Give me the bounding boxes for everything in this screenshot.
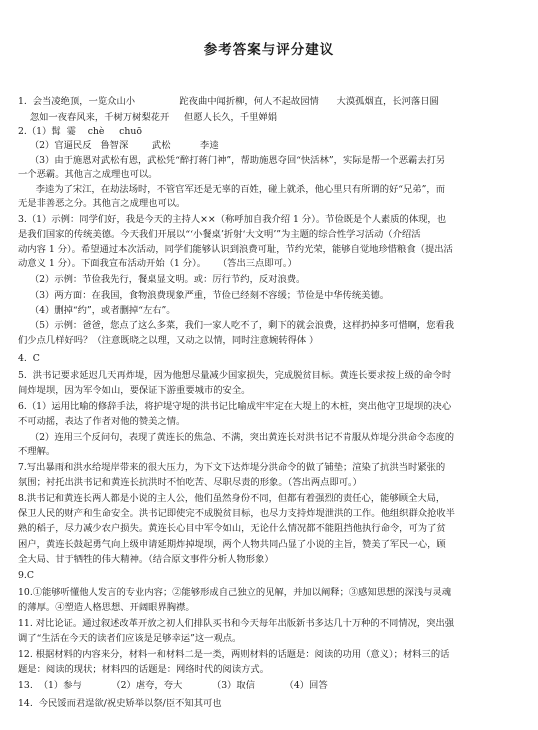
answer-line: 5. 洪书记要求延迟几天再炸堤，因为他想尽量减少国家损失，完成脱贫目标。黄连长要求按上级的命令时 xyxy=(18,370,452,381)
page-title: 参考答案与评分建议 xyxy=(203,42,335,58)
answer-line: （4）删掉“约”，或者删掉“左右”。 xyxy=(18,305,176,316)
answer-line: 调了“生活在今天的读者们应该是足够幸运”这一观点。 xyxy=(18,633,242,644)
answer-line: 间炸堤坝，因为军令如山，要保证下游重要城市的安全。 xyxy=(18,385,251,396)
answer-line: （3）由于施恩对武松有恩，武松凭“醉打蒋门神”，帮助施恩夺回“快活林”，实际是帮一个恶霸去打另 xyxy=(18,155,446,166)
answer-line: 13. （1）参与 （2）虐夸，夸大 （3）取信 （4）回答 xyxy=(18,680,328,691)
answer-line: 8.洪书记和黄连长两人都是小说的主人公，他们虽然身份不同，但都有着强烈的责任心，能够顾全大局， xyxy=(18,493,446,504)
answer-line: （3）两方面：在我国，食物浪费现象严重，节俭已经刻不容缓；节俭是中华传统美德。 xyxy=(18,290,390,301)
answer-line: 不可动摇，表达了作者对他的赞美之情。 xyxy=(18,416,186,427)
answer-line: 动内容 1 分）。希望通过本次活动，同学们能够认识到浪费可耻，节约光荣，能够自觉地珍惜粮食（提出活 xyxy=(18,244,453,255)
answer-line: 是我们国家的传统美德。今天我们开展以“‘小餐桌’折射‘大文明’”为主题的综合性学习活动（介绍活 xyxy=(18,229,421,240)
answer-line: 熟的稻子，尽力减少农户损失。黄连长心目中军令如山，无论什么情况都不能阻挡他执行命令，可为了贫 xyxy=(18,523,446,534)
answer-line: （2）连用三个反问句，表现了黄连长的焦急、不满，突出黄连长对洪书记不肯服从炸堤分洪命令态度的 xyxy=(18,432,455,443)
answer-line: （5）示例：爸爸，您点了这么多菜，我们一家人吃不了，剩下的就会浪费，这样扔掉多可惜啊，您看我 xyxy=(18,320,455,331)
answer-line: 11. 对比论证。通过叙述改革开放之初人们排队买书和今天每年出版新书多达几十万种的不同情况，突出强 xyxy=(18,618,455,629)
answer-line: 李逵为了宋江，在劫法场时，不管官军还是无辜的百姓，碰上就杀，他心里只有所谓的好“兄弟”，而 xyxy=(18,184,446,195)
answer-line: 9.C xyxy=(18,570,34,581)
answer-line: 们少点几样好吗？（注意既晓之以理，又动之以情，同时注意婉转得体 ） xyxy=(18,335,319,346)
answer-line: 困户，黄连长鼓起勇气向上级申请延期炸掉堤坝，两个人物共同凸显了小说的主旨，赞美了军民一心，顾 xyxy=(18,539,446,550)
answer-line: 全大局、甘于牺牲的伟大精神。（结合原文事件分析人物形象） xyxy=(18,554,274,565)
answer-line: 12. 根据材料的内容来分，材料一和材料二是一类，两则材料的话题是：阅读的功用（意义）；材料三的话 xyxy=(18,649,450,660)
answer-line: 氛围；衬托出洪书记和黄连长抗洪时不怕吃苦、尽职尽责的形象。（答出两点即可。） xyxy=(18,477,362,488)
answer-line: 一个恶霸。其他言之成理也可以。 xyxy=(18,169,158,180)
answer-line: （2）示例：节俭我先行，餐桌显文明。或：厉行节约，反对浪费。 xyxy=(18,274,306,285)
answer-line: 不理解。 xyxy=(18,446,56,457)
answer-line: 2.（1）髯 霎 chè chuō xyxy=(18,126,142,137)
answer-line: 无是非善恶之分。其他言之成理也可以。 xyxy=(18,198,186,209)
answer-line: 10.①能够听懂他人发言的专业内容；②能够形成自己独立的见解，并加以阐释；③感知思想的深浅与灵魂 xyxy=(18,587,452,598)
answer-line: 忽如一夜春风来，千树万树梨花开 但愿人长久，千里婵娟 xyxy=(18,112,278,123)
answer-line: 的薄厚。④塑造人格思想、开阔眼界胸襟。 xyxy=(18,602,195,613)
answer-line: 3.（1）示例：同学们好，我是今天的主持人××（称呼加自我介绍 1 分）。节俭既是个人素质的体现，也 xyxy=(18,214,447,225)
answer-line: 14. 今民馁而君逞欲/祝史矫举以祭/臣不知其可也 xyxy=(18,698,222,709)
answer-line: 7.写出暴雨和洪水给堤岸带来的很大压力，为下文下达炸堤分洪命令的做了铺垫；渲染了抗洪当时紧张的 xyxy=(18,462,446,473)
answer-line: （2）官逼民反 鲁智深 武松 李逵 xyxy=(18,140,219,151)
answer-line: 4. C xyxy=(18,353,40,364)
answer-line: 动意义 1 分）。下面我宣布活动开始（1 分）。 （答出三点即可。） xyxy=(18,258,297,269)
answer-line: 1. 会当凌绝顶，一览众山小 跎夜曲中闻折柳，何人不起故园情 大漠孤烟直，长河落日圆 xyxy=(18,96,439,107)
answer-line: 保卫人民的财产和生命安全。洪书记即使完不成脱贫目标，也尽力支持炸堤泄洪的工作。他组织群众抢收半 xyxy=(18,508,455,519)
answer-line: 6.（1）运用比喻的修辞手法，将护堤守堤的洪书记比喻成牢牢定在大堤上的木桩，突出他守卫堤坝的决心 xyxy=(18,401,452,412)
answer-line: 题是：阅读的现状；材料四的话题是：网络时代的阅读方式。 xyxy=(18,664,270,675)
